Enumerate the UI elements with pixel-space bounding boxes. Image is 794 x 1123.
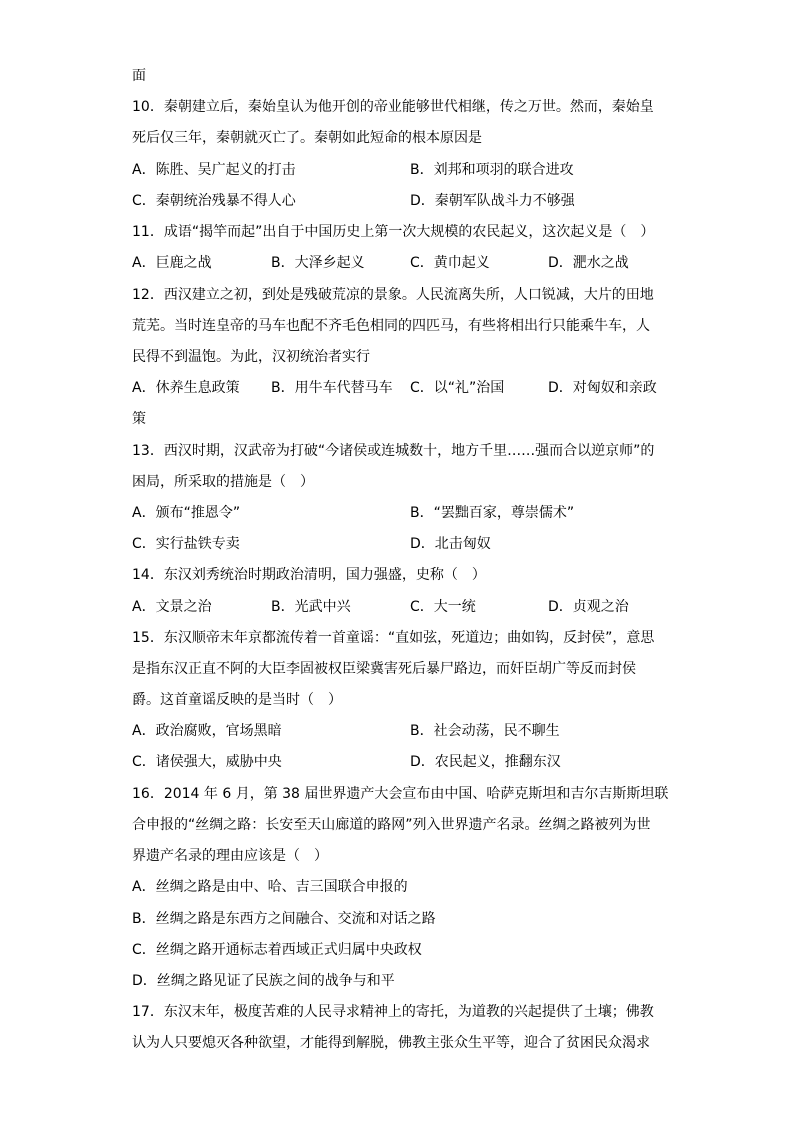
question-15-stem: 爵。这首童谣反映的是当时（ ） [132, 692, 342, 708]
question-17-stem: 认为人只要熄灭各种欲望，才能得到解脱，佛教主张众生平等，迎合了贫困民众渴求 [132, 1035, 650, 1051]
question-13-option-b: B．“罢黜百家，尊崇儒术” [410, 505, 575, 521]
question-12-stem: 荒芜。当时连皇帝的马车也配不齐毛色相同的四匹马，有些将相出行只能乘牛车，人 [132, 318, 650, 334]
question-12-stem: 民得不到温饱。为此，汉初统治者实行 [132, 349, 370, 365]
question-10-stem: 死后仅三年，秦朝就灭亡了。秦朝如此短命的根本原因是 [132, 130, 482, 146]
question-16-option-c: C．丝绸之路开通标志着西域正式归属中央政权 [132, 942, 422, 958]
question-15-option-a: A．政治腐败，官场黑暗 [132, 723, 282, 739]
question-11-stem: 11．成语“揭竿而起”出自于中国历史上第一次大规模的农民起义，这次起义是（ ） [132, 224, 655, 240]
question-10-option-d: D．秦朝军队战斗力不够强 [410, 193, 575, 209]
question-14-option-d: D．贞观之治 [548, 599, 629, 615]
question-13-stem: 困局，所采取的措施是（ ） [132, 474, 314, 490]
question-16-stem: 合申报的“丝绸之路：长安至天山廊道的路网”列入世界遗产名录。丝绸之路被列为世 [132, 817, 651, 833]
question-13-stem: 13．西汉时期，汉武帝为打破“今诸侯或连城数十，地方千里……强而合以逆京师”的 [132, 443, 655, 459]
question-17-stem: 17．东汉末年，极度苦难的人民寻求精神上的寄托，为道教的兴起提供了土壤；佛教 [132, 1004, 654, 1020]
question-14-stem: 14．东汉刘秀统治时期政治清明，国力强盛，史称（ ） [132, 567, 486, 583]
question-10-option-c: C．秦朝统治残暴不得人心 [132, 193, 296, 209]
question-11-option-c: C．黄巾起义 [410, 255, 490, 271]
question-15-stem: 是指东汉正直不阿的大臣李固被权臣梁冀害死后暴尸路边，而奸臣胡广等反而封侯 [132, 661, 636, 677]
question-16-option-d: D．丝绸之路见证了民族之间的战争与和平 [132, 973, 395, 989]
question-16-option-a: A．丝绸之路是由中、哈、吉三国联合申报的 [132, 879, 408, 895]
question-15-option-b: B．社会动荡，民不聊生 [410, 723, 560, 739]
question-12-stem: 12．西汉建立之初，到处是残破荒凉的景象。人民流离失所，人口锐减，大片的田地 [132, 287, 654, 303]
text-line: 面 [132, 68, 146, 84]
question-13-option-a: A．颁布“推恩令” [132, 505, 241, 521]
question-16-option-b: B．丝绸之路是东西方之间融合、交流和对话之路 [132, 911, 436, 927]
question-15-option-c: C．诸侯强大，威胁中央 [132, 754, 282, 770]
question-16-stem: 16．2014 年 6 月，第 38 届世界遗产大会宣布由中国、哈萨克斯坦和吉尔吉斯斯坦联 [132, 786, 669, 802]
question-15-option-d: D．农民起义，推翻东汉 [410, 754, 561, 770]
question-12-option-c: C．以“礼”治国 [410, 380, 505, 396]
question-14-option-c: C．大一统 [410, 599, 476, 615]
question-12-option-d: D．对匈奴和亲政 [548, 380, 657, 396]
question-11-option-b: B．大泽乡起义 [271, 255, 365, 271]
question-11-option-d: D．淝水之战 [548, 255, 629, 271]
question-13-option-d: D．北击匈奴 [410, 536, 491, 552]
question-12-option-d-cont: 策 [132, 411, 146, 427]
question-13-option-c: C．实行盐铁专卖 [132, 536, 240, 552]
question-11-option-a: A．巨鹿之战 [132, 255, 212, 271]
question-12-option-a: A．休养生息政策 [132, 380, 240, 396]
question-10-option-a: A．陈胜、吴广起义的打击 [132, 162, 296, 178]
question-10-option-b: B．刘邦和项羽的联合进攻 [410, 162, 574, 178]
question-14-option-a: A．文景之治 [132, 599, 212, 615]
question-10-stem: 10．秦朝建立后，秦始皇认为他开创的帝业能够世代相继，传之万世。然而，秦始皇 [132, 99, 654, 115]
question-12-option-b: B．用牛车代替马车 [271, 380, 393, 396]
question-15-stem: 15．东汉顺帝末年京都流传着一首童谣：“直如弦，死道边；曲如钩，反封侯”，意思 [132, 630, 655, 646]
question-14-option-b: B．光武中兴 [271, 599, 351, 615]
question-16-stem: 界遗产名录的理由应该是（ ） [132, 848, 328, 864]
